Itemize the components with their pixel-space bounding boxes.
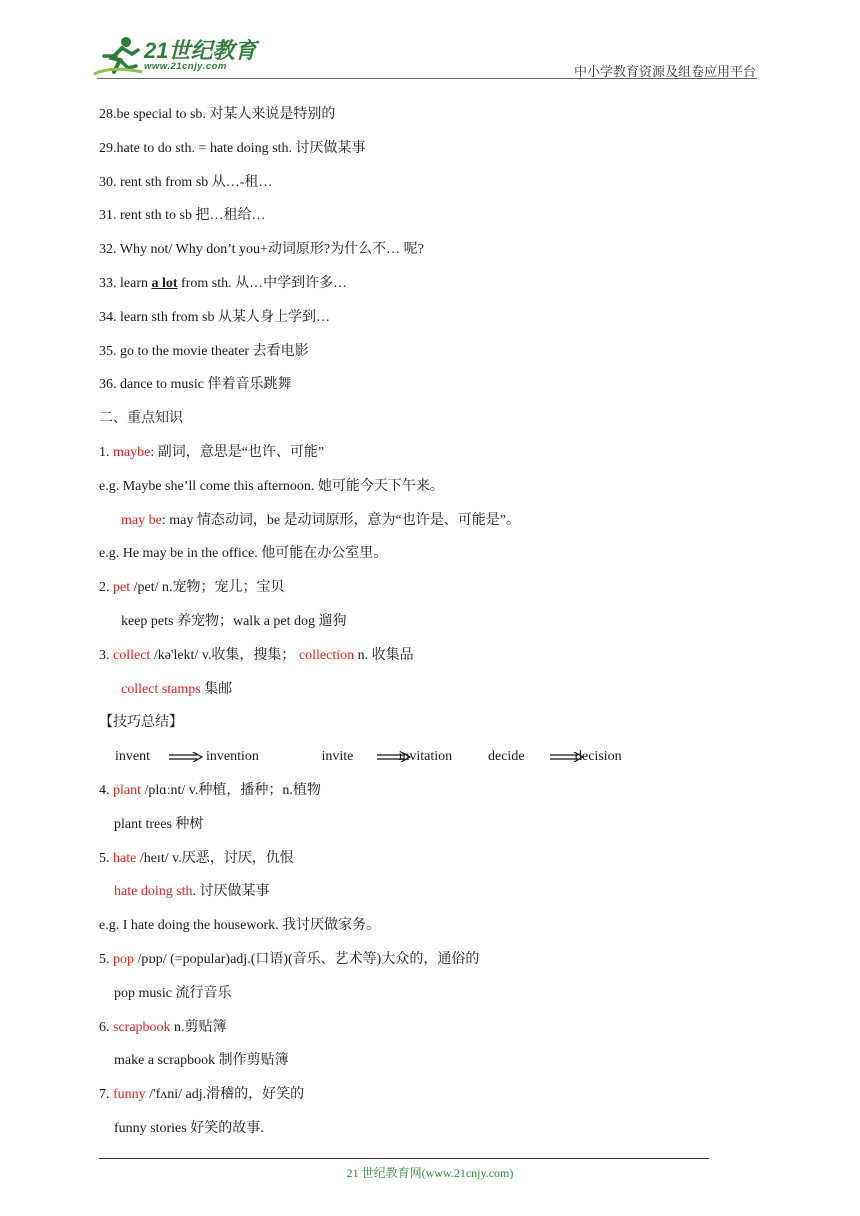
example-hate-phrase: hate doing sth [114, 884, 193, 900]
keyword-may-be: may be [121, 512, 162, 528]
phrase-28: 28.be special to sb. 对某人来说是特别的 [99, 107, 336, 122]
footer-divider [99, 1158, 709, 1159]
page-header [0, 0, 860, 90]
example-scrapbook: make a scrapbook 制作剪贴簿 [114, 1053, 289, 1069]
keyword-definition: /pɒp/ (=popular)adj.(口语)(音乐、艺术等)大众的，通俗的 [134, 951, 480, 967]
header-divider [97, 78, 757, 79]
tip-word-decide: decide [488, 749, 525, 765]
keyword-funny: funny [113, 1087, 146, 1103]
example-collect-meaning: 集邮 [200, 681, 233, 697]
tips-word-forms [99, 746, 739, 780]
example-hate-sentence: e.g. I hate doing the housework. 我讨厌做家务。 [99, 918, 381, 934]
logo-url: www.21cnjy.com [144, 61, 227, 72]
keyword-hate: hate [113, 850, 137, 866]
phrase-36: 36. dance to music 伴着音乐跳舞 [99, 377, 292, 393]
key-point-number: 4. [99, 782, 113, 798]
keyword-collect: collect [113, 647, 151, 663]
keyword-definition: /heɪt/ v.厌恶，讨厌，仇恨 [136, 850, 294, 866]
keyword-scrapbook: scrapbook [113, 1019, 171, 1035]
runner-logo-icon [92, 34, 144, 78]
key-point-hate [99, 848, 739, 882]
phrase-31: 31. rent sth to sb 把…租给… [99, 208, 266, 224]
keyword-definition-2: n. 收集品 [354, 647, 414, 663]
example-maybe: e.g. Maybe she’ll come this afternoon. 她可能今天下午来。 [99, 478, 444, 494]
tip-word-invite: invite [321, 749, 354, 765]
key-point-number: 7. [99, 1087, 113, 1103]
phrase-33-end: from sth. 从…中学到许多… [177, 275, 348, 291]
key-point-number: 2. [99, 580, 113, 596]
key-point-number: 1. [99, 444, 113, 460]
phrase-29: 29.hate to do sth. = hate doing sth. 讨厌做某事 [99, 140, 366, 156]
example-may-be: e.g. He may be in the office. 他可能在办公室里。 [99, 546, 388, 562]
keyword-collection: collection [298, 647, 355, 663]
phrase-33-emphasis: a lot [151, 275, 178, 291]
section-heading: 二、重点知识 [99, 411, 183, 427]
keyword-definition: : 副词，意思是“也许、可能” [150, 444, 325, 460]
keyword-pet: pet [113, 580, 131, 596]
phrase-33-start: 33. learn [99, 275, 152, 291]
arrow-right-icon [169, 752, 203, 762]
example-pet: keep pets 养宠物；walk a pet dog 遛狗 [121, 613, 347, 629]
example-funny: funny stories 好笑的故事. [114, 1120, 264, 1136]
tip-word-decision: decision [575, 749, 622, 765]
key-point-may-be [99, 510, 739, 544]
key-point-collect [99, 645, 739, 679]
key-point-number: 5. [99, 850, 113, 866]
key-point-number: 3. [99, 647, 113, 663]
example-collect [99, 679, 739, 713]
logo-text: 21世纪教育 [144, 38, 257, 63]
keyword-plant: plant [113, 782, 141, 798]
key-point-funny [99, 1084, 739, 1118]
keyword-definition: /kə'lekt/ v.收集，搜集； [150, 647, 299, 663]
key-point-pop [99, 949, 739, 983]
keyword-definition: /pet/ n.宠物；宠儿；宝贝 [130, 580, 285, 596]
keyword-definition: /plɑːnt/ v.种植，播种；n.植物 [141, 782, 321, 798]
logo [92, 34, 262, 78]
example-collect-phrase: collect stamps [121, 681, 201, 697]
example-hate [99, 881, 739, 915]
key-point-maybe [99, 442, 739, 476]
keyword-definition: /'fʌni/ adj.滑稽的，好笑的 [145, 1087, 305, 1103]
footer-text: 21 世纪教育网(www.21cnjy.com) [346, 1166, 514, 1180]
key-point-pet [99, 577, 739, 611]
keyword-pop: pop [113, 951, 134, 967]
example-hate-meaning: . 讨厌做某事 [192, 884, 270, 900]
key-point-scrapbook [99, 1017, 739, 1051]
key-point-number: 5. [99, 951, 113, 967]
platform-title: 中小学教育资源及组卷应用平台 [573, 64, 756, 79]
example-pop: pop music 流行音乐 [114, 985, 232, 1001]
phrase-32: 32. Why not/ Why don’t you+动词原形?为什么不… 呢? [99, 242, 424, 258]
document-body [99, 104, 739, 1152]
example-plant: plant trees 种树 [114, 816, 204, 832]
tip-word-invention: invention [206, 749, 259, 765]
key-point-number: 6. [99, 1019, 113, 1035]
phrase-35: 35. go to the movie theater 去看电影 [99, 343, 309, 359]
tip-word-invitation: invitation [398, 749, 453, 765]
keyword-definition: : may 情态动词，be 是动词原形，意为“也许是、可能是”。 [161, 512, 520, 528]
keyword-maybe: maybe [113, 444, 151, 460]
tip-word-invent: invent [115, 749, 150, 765]
tips-title: 【技巧总结】 [99, 715, 183, 731]
key-point-plant [99, 780, 739, 814]
keyword-definition: n.剪贴簿 [170, 1019, 227, 1035]
phrase-34: 34. learn sth from sb 从某人身上学到… [99, 309, 330, 325]
phrase-33 [99, 273, 739, 307]
phrase-30: 30. rent sth from sb 从…-租… [99, 174, 273, 190]
